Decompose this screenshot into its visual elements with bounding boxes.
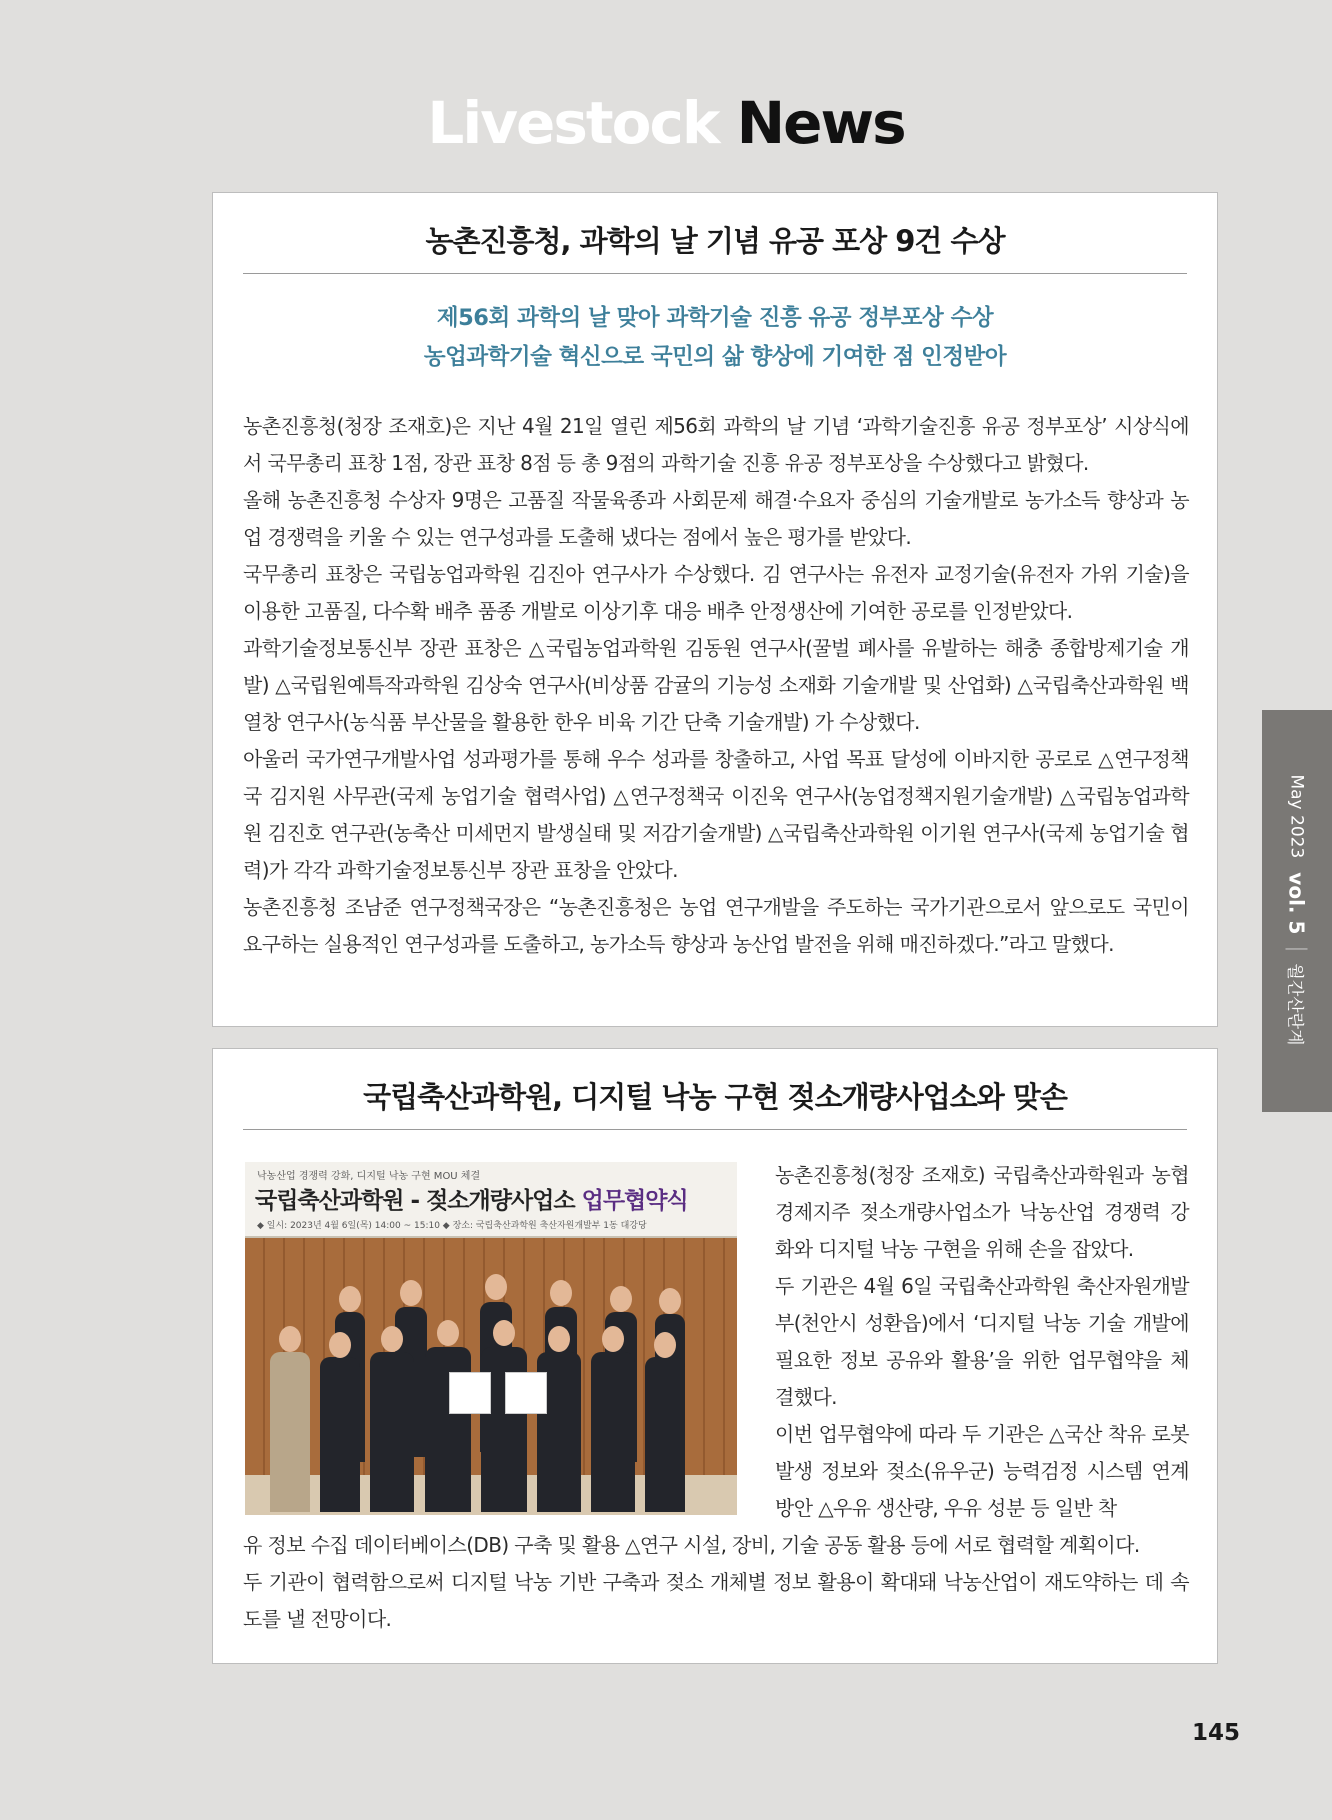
- person-figure: [370, 1352, 414, 1512]
- masthead: [0, 88, 1332, 158]
- paragraph: 농촌진흥청 조남준 연구정책국장은 “농촌진흥청은 농업 연구개발을 주도하는 국가기관으로서 앞으로도 국민이 요구하는 실용적인 연구성과를 도출하고, 농가소득 향상과 농산업 발전을 위해 매진하겠다.”라고 말했다.: [243, 895, 1189, 956]
- title-divider: [243, 1129, 1187, 1130]
- article-mou-body-full: [243, 1527, 1189, 1638]
- article-awards-subtitle: [243, 299, 1187, 377]
- paragraph: 농촌진흥청(청장 조재호) 국립축산과학원과 농협경제지주 젖소개량사업소가 낙농산업 경쟁력 강화와 디지털 낙농 구현을 위해 손을 잡았다.: [775, 1163, 1189, 1261]
- person-head: [400, 1280, 422, 1306]
- paragraph: 농촌진흥청(청장 조재호)은 지난 4월 21일 열린 제56회 과학의 날 기념 ‘과학기술진흥 유공 정부포상’ 시상식에서 국무총리 표창 1점, 장관 표창 8점 등 총 9점의 과학기술 진흥 유공 정부포상을 수상했다고 밝혔다.: [243, 414, 1189, 475]
- paragraph: 유 정보 수집 데이터베이스(DB) 구축 및 활용 △연구 시설, 장비, 기술 공동 활용 등에 서로 협력할 계획이다.: [243, 1533, 1140, 1557]
- paragraph: 국무총리 표창은 국립농업과학원 김진아 연구사가 수상했다. 김 연구사는 유전자 교정기술(유전자 가위 기술)을 이용한 고품질, 다수확 배추 품종 개발로 이상기후 대응 배추 안정생산에 기여한 공로를 인정받았다.: [243, 562, 1189, 623]
- paragraph: 이번 업무협약에 따라 두 기관은 △국산 착유 로봇 발생 정보와 젖소(유우군) 능력검정 시스템 연계 방안 △우유 생산량, 우유 성분 등 일반 착: [775, 1422, 1189, 1520]
- person-head: [654, 1332, 676, 1358]
- paragraph: 두 기관이 협력함으로써 디지털 낙농 기반 구축과 젖소 개체별 정보 활용이 확대돼 낙농산업이 재도약하는 데 속도를 낼 전망이다.: [243, 1570, 1189, 1631]
- photo-banner: [245, 1162, 737, 1238]
- person-figure: [270, 1352, 310, 1512]
- article-awards-body: [243, 408, 1189, 963]
- title-divider: [243, 273, 1187, 274]
- article-awards-title: 농촌진흥청, 과학의 날 기념 유공 포상 9건 수상: [425, 224, 1005, 258]
- agreement-document: [449, 1372, 491, 1414]
- issue-date: May 2023: [1287, 774, 1307, 859]
- banner-main-b: 업무협약식: [581, 1188, 688, 1214]
- person-head: [437, 1320, 459, 1346]
- person-head: [339, 1286, 361, 1312]
- paragraph: 과학기술정보통신부 장관 표창은 △국립농업과학원 김동원 연구사(꿀벌 폐사를 유발하는 해충 종합방제기술 개발) △국립원예특작과학원 김상숙 연구사(비상품 감귤의 기능성 소재화 기술개발 및 산업화) △국립축산과학원 백열창 연구사(농식품 부산물을 활용한 한우 비육 기간 단축 기술개발) 가 수상했다.: [243, 636, 1189, 734]
- person-head: [493, 1320, 515, 1346]
- subtitle-line-2: 농업과학기술 혁신으로 국민의 삶 향상에 기여한 점 인정받아: [423, 344, 1007, 370]
- article-mou: [212, 1048, 1218, 1664]
- person-head: [279, 1326, 301, 1352]
- side-tab: [1262, 710, 1332, 1112]
- masthead-livestock: Livestock: [427, 89, 719, 157]
- person-head: [550, 1280, 572, 1306]
- banner-top-text: 낙농산업 경쟁력 강화, 디지털 낙농 구현 MOU 체결: [257, 1171, 481, 1182]
- person-figure: [645, 1357, 685, 1512]
- agreement-document: [505, 1372, 547, 1414]
- person-head: [659, 1288, 681, 1314]
- article-mou-title: 국립축산과학원, 디지털 낙농 구현 젖소개량사업소와 맞손: [363, 1080, 1067, 1114]
- article-mou-body-right: [775, 1157, 1189, 1527]
- person-head: [610, 1286, 632, 1312]
- person-figure: [320, 1357, 360, 1512]
- person-head: [329, 1332, 351, 1358]
- mou-ceremony-photo: [245, 1162, 737, 1515]
- banner-main-a: 국립축산과학원 - 젖소개량사업소: [255, 1188, 582, 1214]
- issue-volume: vol. 5: [1285, 872, 1309, 935]
- masthead-news: News: [736, 89, 905, 157]
- subtitle-line-1: 제56회 과학의 날 맞아 과학기술 진흥 유공 정부포상 수상: [436, 305, 994, 331]
- person-head: [602, 1326, 624, 1352]
- article-awards: [212, 192, 1218, 1027]
- magazine-name: 월간산란계: [1284, 963, 1305, 1046]
- banner-info-text: ◆ 일시: 2023년 4월 6일(목) 14:00 ~ 15:10 ◆ 장소: 국립축산과학원 축산자원개발부 1동 대강당: [257, 1221, 647, 1231]
- person-head: [548, 1326, 570, 1352]
- person-head: [381, 1326, 403, 1352]
- side-tab-divider: [1286, 948, 1308, 949]
- paragraph: 올해 농촌진흥청 수상자 9명은 고품질 작물육종과 사회문제 해결·수요자 중심의 기술개발로 농가소득 향상과 농업 경쟁력을 키울 수 있는 연구성과를 도출해 냈다는 점에서 높은 평가를 받았다.: [243, 488, 1189, 549]
- side-tab-label: [1285, 774, 1310, 1045]
- paragraph: 아울러 국가연구개발사업 성과평가를 통해 우수 성과를 창출하고, 사업 목표 달성에 이바지한 공로로 △연구정책국 김지원 사무관(국제 농업기술 협력사업) △연구정책국 이진욱 연구사(농업정책지원기술개발) △국립농업과학원 김진호 연구관(농축산 미세먼지 발생실태 및 저감기술개발) △국립축산과학원 이기원 연구사(국제 농업기술 협력)가 각각 과학기술정보통신부 장관 표창을 안았다.: [243, 747, 1189, 882]
- page-number: 145: [1191, 1720, 1240, 1746]
- banner-main-text: [255, 1182, 688, 1215]
- person-figure: [591, 1352, 635, 1512]
- person-head: [485, 1274, 507, 1300]
- paragraph: 두 기관은 4월 6일 국립축산과학원 축산자원개발부(천안시 성환읍)에서 ‘디지털 낙농 기술 개발에 필요한 정보 공유와 활용’을 위한 업무협약을 체결했다.: [775, 1274, 1189, 1409]
